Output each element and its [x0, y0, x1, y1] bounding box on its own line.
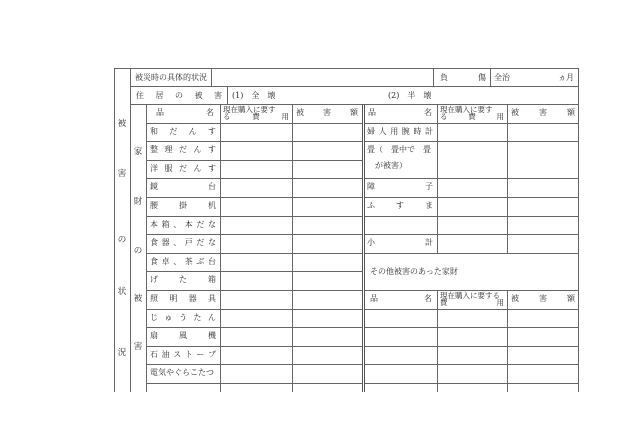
- item-name-left: じ ゅ う た ん: [150, 313, 216, 322]
- situation-input[interactable]: [212, 69, 432, 86]
- damage-input-right[interactable]: [508, 235, 578, 253]
- other-item-name-input[interactable]: [366, 347, 437, 365]
- item-name-left: 腰 掛 机: [150, 201, 216, 210]
- item-name-left: 食 器 、 戸 だ な: [150, 238, 216, 247]
- item-name-right: 障 子: [367, 182, 433, 191]
- divider-row-2: [130, 104, 578, 105]
- outer-label-char: 状: [117, 287, 127, 297]
- item-name-left: 整 理 だ ん す: [150, 145, 216, 154]
- header-item-name-right: 品 名: [368, 108, 432, 117]
- damage-input-left[interactable]: [293, 235, 362, 253]
- inner-label-char: 家: [133, 147, 143, 157]
- inner-label-char: 財: [133, 197, 143, 207]
- other-damage-input[interactable]: [508, 328, 578, 346]
- divider-middle-a: [362, 104, 363, 392]
- cost-input-right[interactable]: [438, 235, 507, 253]
- cost-input-left[interactable]: [221, 217, 292, 235]
- divider-row-1: [130, 86, 578, 87]
- housing-option-half: (2) 半 壊: [388, 91, 432, 100]
- cost-input-left[interactable]: [221, 272, 292, 290]
- item-name-left: 扇 風 機: [150, 331, 216, 340]
- damage-input-right[interactable]: [508, 198, 578, 216]
- item-name-left: 照 明 器 具: [150, 294, 216, 303]
- divider-inner-label: [146, 104, 147, 392]
- other-item-name-input[interactable]: [366, 365, 437, 383]
- other-cost-input[interactable]: [438, 310, 507, 328]
- other-cost-input[interactable]: [438, 347, 507, 365]
- row-line-right: [365, 253, 578, 254]
- damage-input-left[interactable]: [293, 254, 362, 272]
- header-damage-amount-other: 被 害 額: [511, 294, 575, 303]
- cost-input-left[interactable]: [221, 235, 292, 253]
- divider-middle-b: [364, 104, 365, 392]
- other-damaged-items-label: その他被害のあった家財: [370, 267, 458, 276]
- damage-input-left[interactable]: [293, 198, 362, 216]
- damage-input-left[interactable]: [293, 272, 362, 290]
- damage-input-right[interactable]: [508, 142, 578, 178]
- inner-label-char: の: [133, 246, 143, 256]
- damage-input-right[interactable]: [508, 124, 578, 142]
- cost-input-left[interactable]: [221, 365, 292, 383]
- cost-input-left[interactable]: [221, 198, 292, 216]
- outer-label-char: 害: [117, 169, 127, 179]
- item-name-left: 石 油 ス ト ー ブ: [150, 350, 216, 359]
- inner-label-char: 害: [133, 342, 143, 352]
- damage-input-left[interactable]: [293, 328, 362, 346]
- cost-input-left[interactable]: [221, 347, 292, 365]
- outer-label-char: の: [117, 235, 127, 245]
- header-damage-amount-right: 被 害 額: [511, 108, 575, 117]
- header-item-name-other: 品 名: [370, 294, 432, 303]
- cost-input-left[interactable]: [221, 179, 292, 197]
- header-cost-line2-right: る 費 用: [440, 112, 504, 121]
- divider-housing-label: [227, 86, 228, 104]
- cost-input-right[interactable]: [438, 198, 507, 216]
- cost-input-right[interactable]: [438, 217, 507, 235]
- damage-input-left[interactable]: [293, 365, 362, 383]
- cost-input-left[interactable]: [221, 254, 292, 272]
- other-item-name-input[interactable]: [366, 328, 437, 346]
- damage-input-left[interactable]: [293, 217, 362, 235]
- cost-input-left[interactable]: [221, 142, 292, 160]
- item-name-left: 鏡 台: [150, 182, 216, 191]
- header-damage-amount: 被 害 額: [296, 108, 358, 117]
- outer-label-char: 被: [117, 119, 127, 129]
- item-name-left: 洋 服 だ ん す: [150, 164, 216, 173]
- situation-label: 被災時の具体的状況: [135, 73, 207, 82]
- other-cost-input[interactable]: [438, 365, 507, 383]
- item-name-left: げ た 箱: [150, 275, 216, 284]
- item-name-left: 食 卓 、 茶 ぶ 台: [150, 257, 216, 266]
- item-name-left: 本 箱 、 本 だ な: [150, 220, 216, 229]
- cost-input-right[interactable]: [438, 179, 507, 197]
- inner-label-char: 被: [133, 294, 143, 304]
- divider-injury-left: [433, 68, 434, 86]
- header-cost-line2-other: 費 用: [440, 298, 504, 307]
- housing-option-full: (1) 全 壊: [232, 91, 276, 100]
- item-name-left: 電気やぐらこたつ: [150, 368, 214, 377]
- housing-damage-label: 住 居 の 被 害: [136, 91, 222, 100]
- cost-input-left[interactable]: [221, 310, 292, 328]
- item-name-right: ふ す ま: [367, 201, 433, 210]
- row-line-left: [146, 383, 362, 384]
- cost-input-left[interactable]: [221, 161, 292, 179]
- item-name-right: 小 計: [367, 238, 433, 247]
- other-cost-input[interactable]: [438, 384, 507, 402]
- damage-input-left[interactable]: [293, 347, 362, 365]
- header-cost-line2: る 費 用: [223, 112, 289, 121]
- damage-input-right[interactable]: [508, 217, 578, 235]
- other-item-name-input[interactable]: [366, 310, 437, 328]
- item-name-right: 畳（ 畳中で 畳: [367, 145, 431, 154]
- other-damage-input[interactable]: [508, 365, 578, 383]
- item-name-left: 和 だ ん す: [150, 127, 216, 136]
- header-item-name: 品 名: [156, 108, 214, 117]
- cost-input-left[interactable]: [221, 124, 292, 142]
- other-damage-input[interactable]: [508, 384, 578, 402]
- damage-input-left[interactable]: [293, 142, 362, 160]
- divider-injury-right: [490, 68, 491, 86]
- other-item-name-input[interactable]: [366, 384, 437, 402]
- cost-input-right[interactable]: [438, 142, 507, 178]
- other-damage-input[interactable]: [508, 310, 578, 328]
- damage-input-left[interactable]: [293, 310, 362, 328]
- header-cost-line1-right: 現在購入に要す: [440, 105, 493, 114]
- injury-label: 負 傷: [440, 73, 486, 82]
- cost-input-right[interactable]: [438, 124, 507, 142]
- item-name-right: が被害）: [367, 161, 407, 170]
- other-cost-input[interactable]: [438, 328, 507, 346]
- damage-input-left[interactable]: [293, 291, 362, 309]
- damage-input-left[interactable]: [293, 161, 362, 179]
- cost-input-left[interactable]: [221, 291, 292, 309]
- outer-label-char: 況: [117, 348, 127, 358]
- damage-input-left[interactable]: [293, 124, 362, 142]
- table-border-right: [578, 68, 579, 392]
- damage-input-right[interactable]: [508, 179, 578, 197]
- other-damage-input[interactable]: [508, 347, 578, 365]
- item-name-right: 婦 人 用 腕 時 計: [367, 127, 433, 136]
- treatment-period: 全治 ヵ月: [494, 73, 574, 82]
- treatment-months-input[interactable]: [500, 69, 556, 86]
- damage-input-left[interactable]: [293, 179, 362, 197]
- header-cost-line1: 現在購入に要す: [223, 105, 276, 114]
- cost-input-left[interactable]: [221, 328, 292, 346]
- header-cost-line1-other: 現在購入に要する: [440, 291, 500, 300]
